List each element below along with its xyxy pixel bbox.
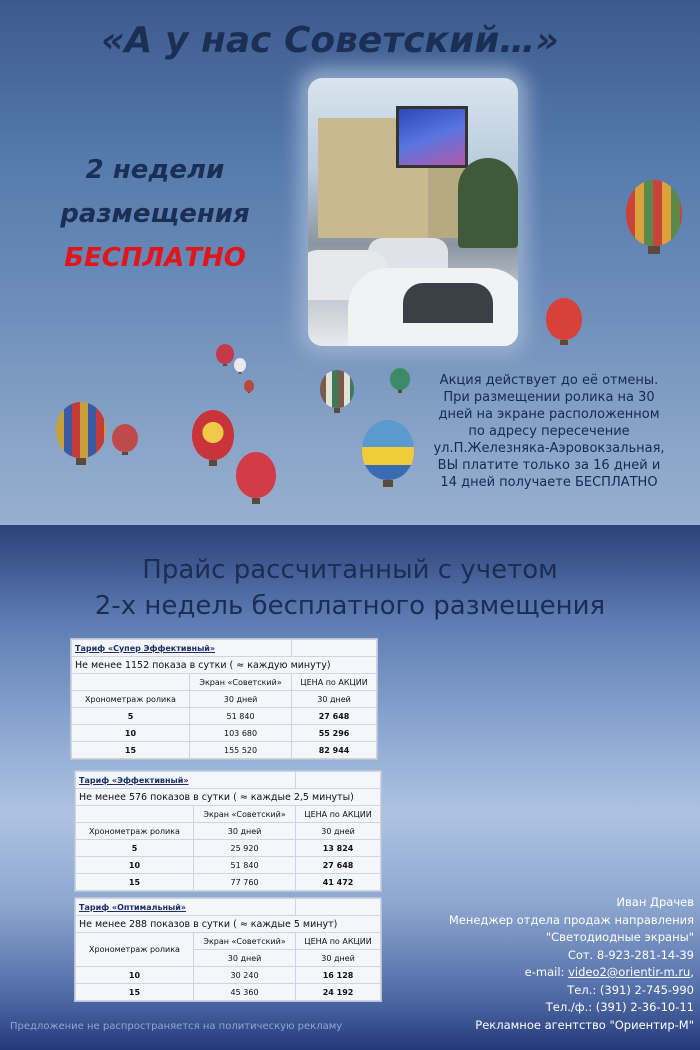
row-header-duration: Хронометраж ролика bbox=[76, 933, 194, 967]
contact-block bbox=[420, 894, 694, 1034]
column-header-screen: Экран «Советский» bbox=[190, 674, 292, 691]
price-title bbox=[0, 552, 700, 624]
tariff-name: Тариф «Эффективный» bbox=[76, 772, 296, 789]
period-price: 30 дней bbox=[296, 823, 381, 840]
promo-line-2: размещения bbox=[60, 199, 250, 229]
period-price: 30 дней bbox=[296, 950, 381, 967]
promo-line-1: 2 недели bbox=[85, 155, 225, 185]
column-header-screen: Экран «Советский» bbox=[194, 806, 296, 823]
table-row: 15 45 360 24 192 bbox=[76, 984, 381, 1001]
column-header-price: ЦЕНА по АКЦИИ bbox=[296, 806, 381, 823]
period-screen: 30 дней bbox=[190, 691, 292, 708]
tariff-table-effective bbox=[74, 770, 382, 892]
column-header-price: ЦЕНА по АКЦИИ bbox=[292, 674, 377, 691]
balloon-image bbox=[546, 298, 582, 340]
offer-line: дней на экране расположенном bbox=[438, 407, 660, 422]
contact-mobile: Сот. 8-923-281-14-39 bbox=[567, 947, 694, 962]
offer-line: ВЫ платите только за 16 дней и bbox=[437, 458, 661, 473]
photo-car-window bbox=[403, 283, 493, 323]
price-title-line-1: Прайс рассчитанный с учетом bbox=[142, 555, 558, 585]
photo-led-screen bbox=[396, 106, 468, 168]
balloon-image bbox=[236, 452, 276, 498]
contact-name: Иван Драчев bbox=[616, 895, 694, 909]
offer-line: Акция действует до её отмены. bbox=[439, 373, 659, 388]
period-screen: 30 дней bbox=[194, 950, 296, 967]
balloon-image bbox=[390, 368, 410, 390]
contact-email-line bbox=[420, 964, 694, 982]
balloon-image bbox=[234, 358, 246, 372]
row-header-duration: Хронометраж ролика bbox=[76, 823, 194, 840]
balloon-image bbox=[320, 370, 354, 408]
table-row: 10 30 240 16 128 bbox=[76, 967, 381, 984]
balloon-image bbox=[626, 180, 682, 246]
balloon-image bbox=[192, 410, 234, 460]
row-header-duration: Хронометраж ролика bbox=[72, 691, 190, 708]
contact-fax: Тел./ф.: (391) 2-36-10-11 bbox=[545, 1000, 694, 1014]
balloon-image bbox=[216, 344, 234, 364]
contact-position: Менеджер отдела продаж направления bbox=[448, 912, 694, 927]
email-label: e-mail: bbox=[524, 965, 569, 979]
table-row: 10 103 680 55 296 bbox=[72, 725, 377, 742]
table-row: 15 155 520 82 944 bbox=[72, 742, 377, 759]
tariff-table-super-effective bbox=[70, 638, 378, 760]
tariff-name: Тариф «Оптимальный» bbox=[76, 899, 296, 916]
photo-tree bbox=[458, 158, 518, 248]
email-suffix: , bbox=[690, 965, 694, 979]
contact-phone: Тел.: (391) 2-745-990 bbox=[567, 982, 694, 997]
balloon-image bbox=[56, 402, 106, 458]
balloon-image bbox=[112, 424, 138, 452]
table-row: 5 51 840 27 648 bbox=[72, 708, 377, 725]
contact-agency: Рекламное агентство "Ориентир-М" bbox=[475, 1017, 694, 1032]
offer-line: по адресу пересечение bbox=[468, 424, 630, 439]
email-link[interactable]: video2@orientir-m.ru bbox=[568, 965, 691, 979]
offer-text bbox=[418, 372, 680, 491]
balloon-image bbox=[244, 380, 254, 392]
offer-line: При размещении ролика на 30 bbox=[443, 390, 655, 405]
offer-line: ул.П.Железняка-Аэровокзальная, bbox=[433, 441, 665, 456]
balloon-image bbox=[362, 420, 414, 480]
column-header-price: ЦЕНА по АКЦИИ bbox=[296, 933, 381, 950]
period-screen: 30 дней bbox=[194, 823, 296, 840]
street-screen-photo bbox=[308, 78, 518, 346]
page-title: «А у нас Советский…» bbox=[101, 20, 559, 61]
contact-department: "Светодиодные экраны" bbox=[545, 930, 694, 944]
period-price: 30 дней bbox=[292, 691, 377, 708]
tariff-condition: Не менее 288 показов в сутки ( ≈ каждые 5 минут) bbox=[76, 916, 381, 933]
offer-line: 14 дней получаете БЕСПЛАТНО bbox=[440, 475, 658, 490]
disclaimer: Предложение не распространяется на политическую рекламу bbox=[10, 1021, 343, 1032]
tariff-name: Тариф «Супер Эффективный» bbox=[72, 640, 292, 657]
column-header-screen: Экран «Советский» bbox=[194, 933, 296, 950]
price-title-line-2: 2-х недель бесплатного размещения bbox=[94, 591, 606, 621]
table-row: 10 51 840 27 648 bbox=[76, 857, 381, 874]
promo-free: БЕСПЛАТНО bbox=[64, 243, 246, 273]
promo-block bbox=[30, 148, 280, 280]
tariff-table-optimal bbox=[74, 897, 382, 1002]
tariff-condition: Не менее 576 показов в сутки ( ≈ каждые 2,5 минуты) bbox=[76, 789, 381, 806]
tariff-condition: Не менее 1152 показа в сутки ( ≈ каждую минуту) bbox=[72, 657, 377, 674]
table-row: 5 25 920 13 824 bbox=[76, 840, 381, 857]
table-row: 15 77 760 41 472 bbox=[76, 874, 381, 891]
